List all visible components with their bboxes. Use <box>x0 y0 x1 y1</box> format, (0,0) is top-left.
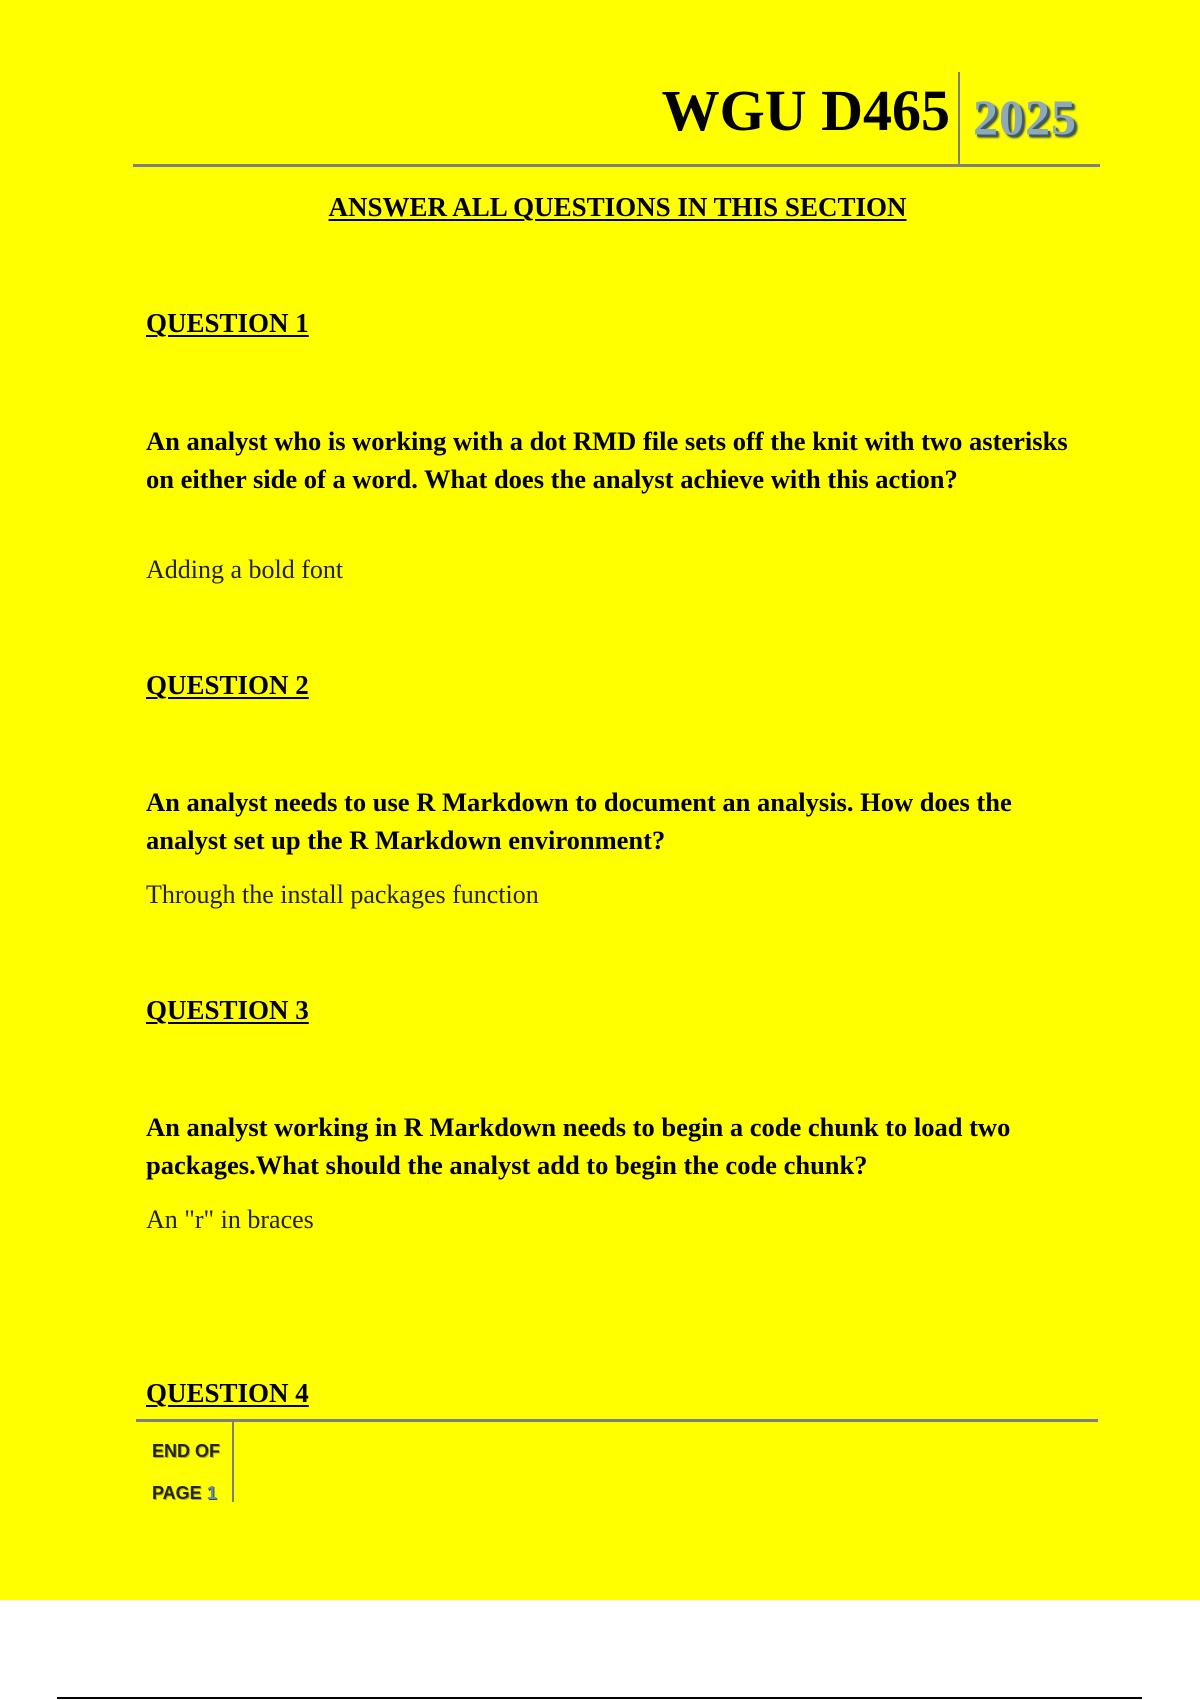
question-2-answer: Through the install packages function <box>146 880 539 909</box>
footer-label-line2 <box>152 1472 226 1514</box>
bottom-rule <box>57 1697 1142 1699</box>
page-footer <box>136 1419 1098 1502</box>
question-3-text: An analyst working in R Markdown needs to begin a code chunk to load two packages.What should the analyst add to begin the code chunk? <box>146 1112 1011 1180</box>
header-year: 2025 <box>973 89 1077 145</box>
section-heading: ANSWER ALL QUESTIONS IN THIS SECTION <box>328 192 907 222</box>
page-header <box>133 72 1100 167</box>
question-1-text: An analyst who is working with a dot RMD file sets off the knit with two asterisks on either side of a word. What does the analyst achieve with this action? <box>146 426 1068 494</box>
footer-page-number: 1 <box>206 1483 217 1503</box>
question-3-answer: An "r" in braces <box>146 1205 314 1234</box>
question-2-heading: QUESTION 2 <box>146 670 309 700</box>
footer-label <box>152 1430 226 1514</box>
footer-label-line1: END OF <box>152 1441 221 1461</box>
footer-page-word: PAGE <box>152 1483 202 1503</box>
question-3-heading: QUESTION 3 <box>146 995 309 1025</box>
footer-divider <box>232 1422 234 1502</box>
question-1-heading: QUESTION 1 <box>146 308 309 338</box>
header-divider <box>958 72 960 164</box>
question-2-text: An analyst needs to use R Markdown to document an analysis. How does the analyst set up the R Markdown environment? <box>146 787 1012 855</box>
question-1-answer: Adding a bold font <box>146 555 344 584</box>
header-title: WGU D465 <box>661 78 950 143</box>
question-4-heading: QUESTION 4 <box>146 1378 309 1408</box>
